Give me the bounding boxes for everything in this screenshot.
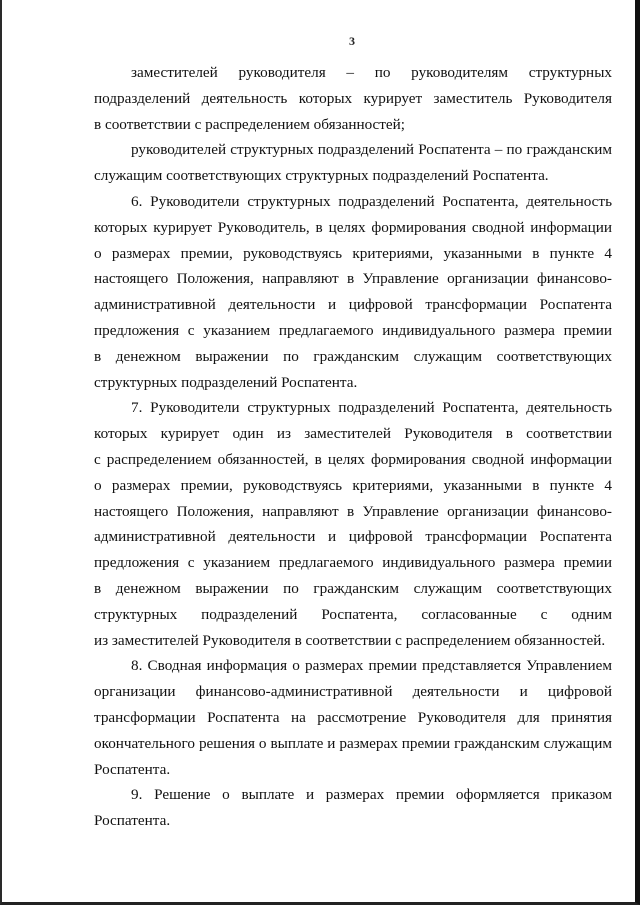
text-line: окончательного решения о выплате и размерах премии гражданским служащим <box>94 734 612 752</box>
text-line: в денежном выражении по гражданским служащим соответствующих <box>94 347 612 365</box>
paragraph-item-6 <box>94 189 612 395</box>
text-line: которых курирует Руководитель, в целях формирования сводной информации <box>94 218 612 236</box>
text-line: административной деятельности и цифровой трансформации Роспатента <box>94 528 612 546</box>
text-line: настоящего Положения, направляют в Управление организации финансово- <box>94 270 612 288</box>
text-line: предложения с указанием предлагаемого индивидуального размера премии <box>94 321 612 339</box>
text-line: заместителей руководителя – по руководителям структурных <box>131 64 612 81</box>
text-line: с распределением обязанностей, в целях формирования сводной информации <box>94 450 612 468</box>
text-line: настоящего Положения, направляют в Управление организации финансово- <box>94 502 612 520</box>
text-line: подразделений деятельность которых курирует заместитель Руководителя <box>94 89 612 107</box>
text-line: 8. Сводная информация о размерах премии представляется Управлением <box>131 657 612 675</box>
text-line: о размерах премии, руководствуясь критериями, указанными в пункте 4 <box>94 476 612 494</box>
text-line: структурных подразделений Роспатента. <box>94 373 358 391</box>
document-body <box>94 60 612 834</box>
text-line: 9. Решение о выплате и размерах премии оформляется приказом <box>131 786 612 804</box>
text-line: из заместителей Руководителя в соответствии с распределением обязанностей. <box>94 631 606 649</box>
text-line: структурных подразделений Роспатента, согласованные с одним <box>94 605 612 623</box>
paragraph-item-8 <box>94 653 612 782</box>
text-line: 7. Руководители структурных подразделений Роспатента, деятельность <box>131 399 612 417</box>
page-number: 3 <box>349 34 355 48</box>
text-line: трансформации Роспатента на рассмотрение Руководителя для принятия <box>94 708 612 726</box>
paragraph-item-7 <box>94 395 612 653</box>
text-line: 6. Руководители структурных подразделений Роспатента, деятельность <box>131 192 612 210</box>
text-line: организации финансово-административной деятельности и цифровой <box>94 683 612 701</box>
paragraph-item-9 <box>94 782 612 834</box>
text-line: Роспатента. <box>94 812 171 830</box>
text-line: административной деятельности и цифровой трансформации Роспатента <box>94 296 612 314</box>
paragraph-heads-of-units <box>94 137 612 189</box>
text-line: в денежном выражении по гражданским служащим соответствующих <box>94 579 612 597</box>
text-line: служащим соответствующих структурных подразделений Роспатента. <box>94 167 549 185</box>
text-line: в соответствии с распределением обязанностей; <box>94 115 406 133</box>
text-line: предложения с указанием предлагаемого индивидуального размера премии <box>94 554 612 572</box>
text-line: руководителей структурных подразделений Роспатента – по гражданским <box>131 141 612 159</box>
text-line: Роспатента. <box>94 760 171 778</box>
paragraph-deputies-continuation <box>94 60 612 137</box>
text-line: которых курирует один из заместителей Руководителя в соответствии <box>94 425 612 443</box>
text-line: о размерах премии, руководствуясь критериями, указанными в пункте 4 <box>94 244 612 262</box>
